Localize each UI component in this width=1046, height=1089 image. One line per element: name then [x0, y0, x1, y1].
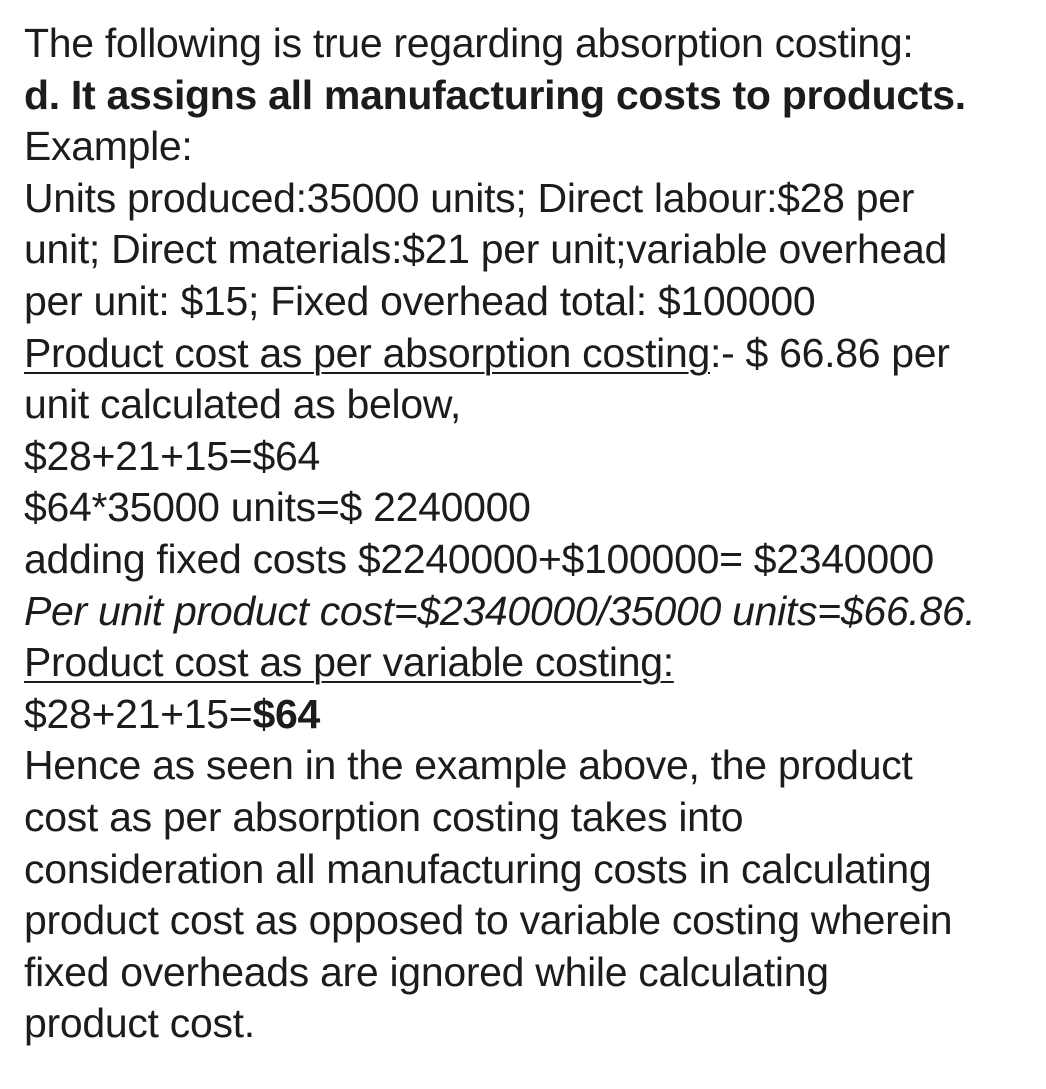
calc-step: $64*35000 units=$ 2240000: [24, 484, 531, 531]
example-label: Example:: [24, 123, 193, 170]
absorption-heading-suffix: :- $ 66.86 per: [709, 329, 950, 376]
per-unit-cost-line: Per unit product cost=$2340000/35000 units=$66.86.: [24, 587, 976, 634]
calc-step: adding fixed costs $2240000+$100000= $2340000: [24, 535, 934, 582]
variable-heading: Product cost as per variable costing:: [24, 639, 674, 686]
absorption-continuation: unit calculated as below,: [24, 381, 461, 428]
variable-heading-line: [24, 637, 1044, 689]
conclusion-line: cost as per absorption costing takes into: [24, 793, 744, 840]
conclusion-line: fixed overheads are ignored while calculating: [24, 948, 829, 995]
given-line: per unit: $15; Fixed overhead total: $100000: [24, 277, 816, 324]
calc-step: $28+21+15=$64: [24, 432, 320, 479]
intro-line: The following is true regarding absorption costing:: [24, 20, 914, 66]
conclusion-line: consideration all manufacturing costs in calculating: [24, 845, 932, 892]
given-line: Units produced:35000 units; Direct labour:$28 per: [24, 174, 915, 221]
conclusion-line: product cost.: [24, 1000, 255, 1047]
given-line: unit; Direct materials:$21 per unit;variable overhead: [24, 226, 948, 273]
conclusion-line: Hence as seen in the example above, the product: [24, 742, 913, 789]
absorption-heading: Product cost as per absorption costing: [24, 329, 710, 376]
variable-formula: $28+21+15=: [24, 690, 253, 737]
document-body: [24, 18, 1044, 1050]
answer-line: d. It assigns all manufacturing costs to products.: [24, 71, 966, 118]
absorption-heading-line: [24, 328, 1044, 380]
conclusion-line: product cost as opposed to variable costing wherein: [24, 897, 953, 944]
variable-result: $64: [252, 690, 320, 737]
variable-formula-line: [24, 689, 1044, 741]
